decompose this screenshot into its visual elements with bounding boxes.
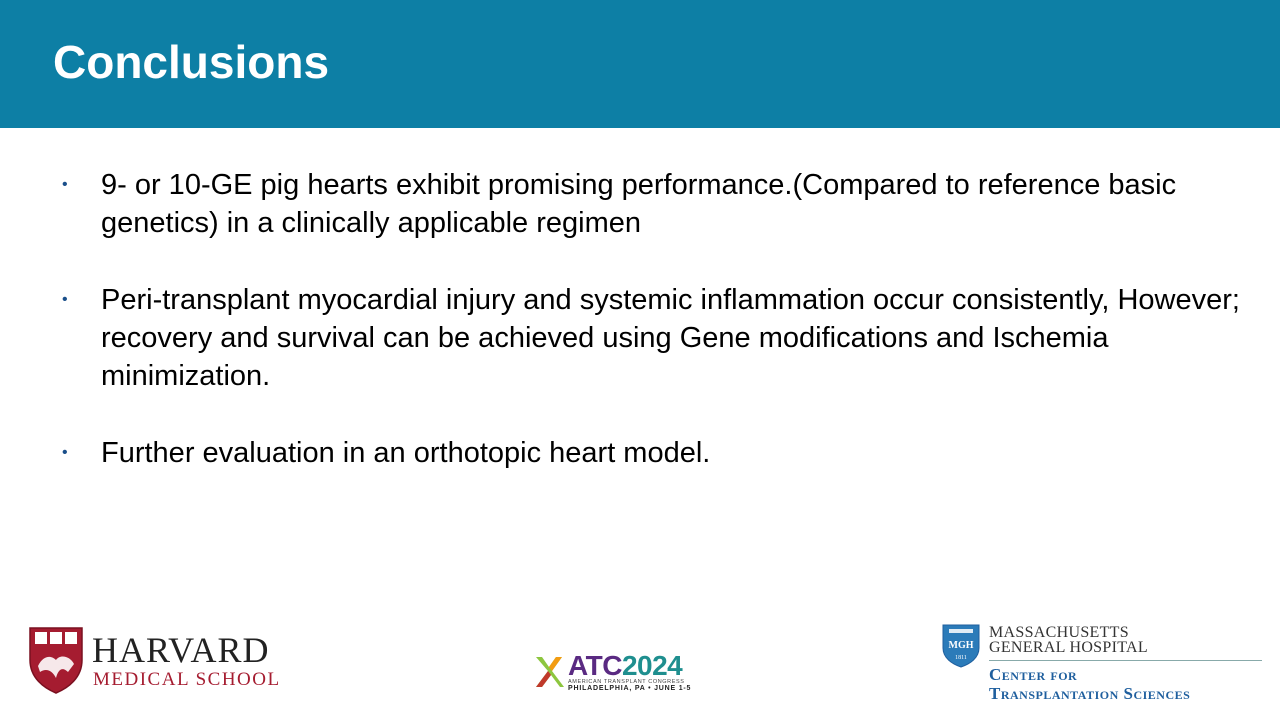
atc-letters: ATC (568, 650, 622, 681)
mgh-logo (942, 622, 1264, 708)
bullet-icon: • (62, 444, 68, 461)
slide-title: Conclusions (53, 36, 330, 88)
atc-year: 2024 (621, 650, 683, 681)
atc-x-icon (534, 655, 564, 689)
mgh-line-2: GENERAL HOSPITAL (989, 639, 1148, 656)
center-line-2: Transplantation Sciences (989, 684, 1191, 703)
harvard-medical-school-logo (28, 626, 290, 696)
mgh-divider (989, 660, 1262, 661)
title-bar (0, 0, 1280, 128)
atc-2024-logo (534, 652, 704, 694)
harvard-name: HARVARD (92, 630, 270, 670)
svg-text:1811: 1811 (955, 655, 967, 661)
mgh-shield-icon (942, 624, 980, 668)
bullet-icon: • (62, 291, 68, 308)
harvard-shield-icon (28, 626, 84, 694)
bullet-list (60, 166, 1240, 511)
bullet-text: Peri-transplant myocardial injury and systemic inflammation occur consistently, However; recovery and survival can be achieved using Gene modifications and Ischemia minimization. (101, 284, 1240, 392)
harvard-subtitle: MEDICAL SCHOOL (93, 669, 281, 690)
atc-subtitle: AMERICAN TRANSPLANT CONGRESS (568, 679, 685, 685)
bullet-item (60, 281, 1240, 395)
atc-location: PHILADELPHIA, PA • JUNE 1-5 (568, 685, 692, 692)
bullet-icon: • (62, 176, 68, 193)
mgh-line-1: MASSACHUSETTS (989, 624, 1129, 641)
bullet-text: Further evaluation in an orthotopic heart model. (101, 437, 711, 469)
atc-brand (568, 652, 682, 680)
bullet-item (60, 166, 1240, 242)
bullet-text: 9- or 10-GE pig hearts exhibit promising performance.(Compared to reference basic genetics) in a clinically applicable regimen (101, 169, 1177, 239)
svg-text:MGH: MGH (948, 640, 974, 651)
bullet-item (60, 434, 1240, 472)
center-line-1: Center for (989, 665, 1078, 684)
